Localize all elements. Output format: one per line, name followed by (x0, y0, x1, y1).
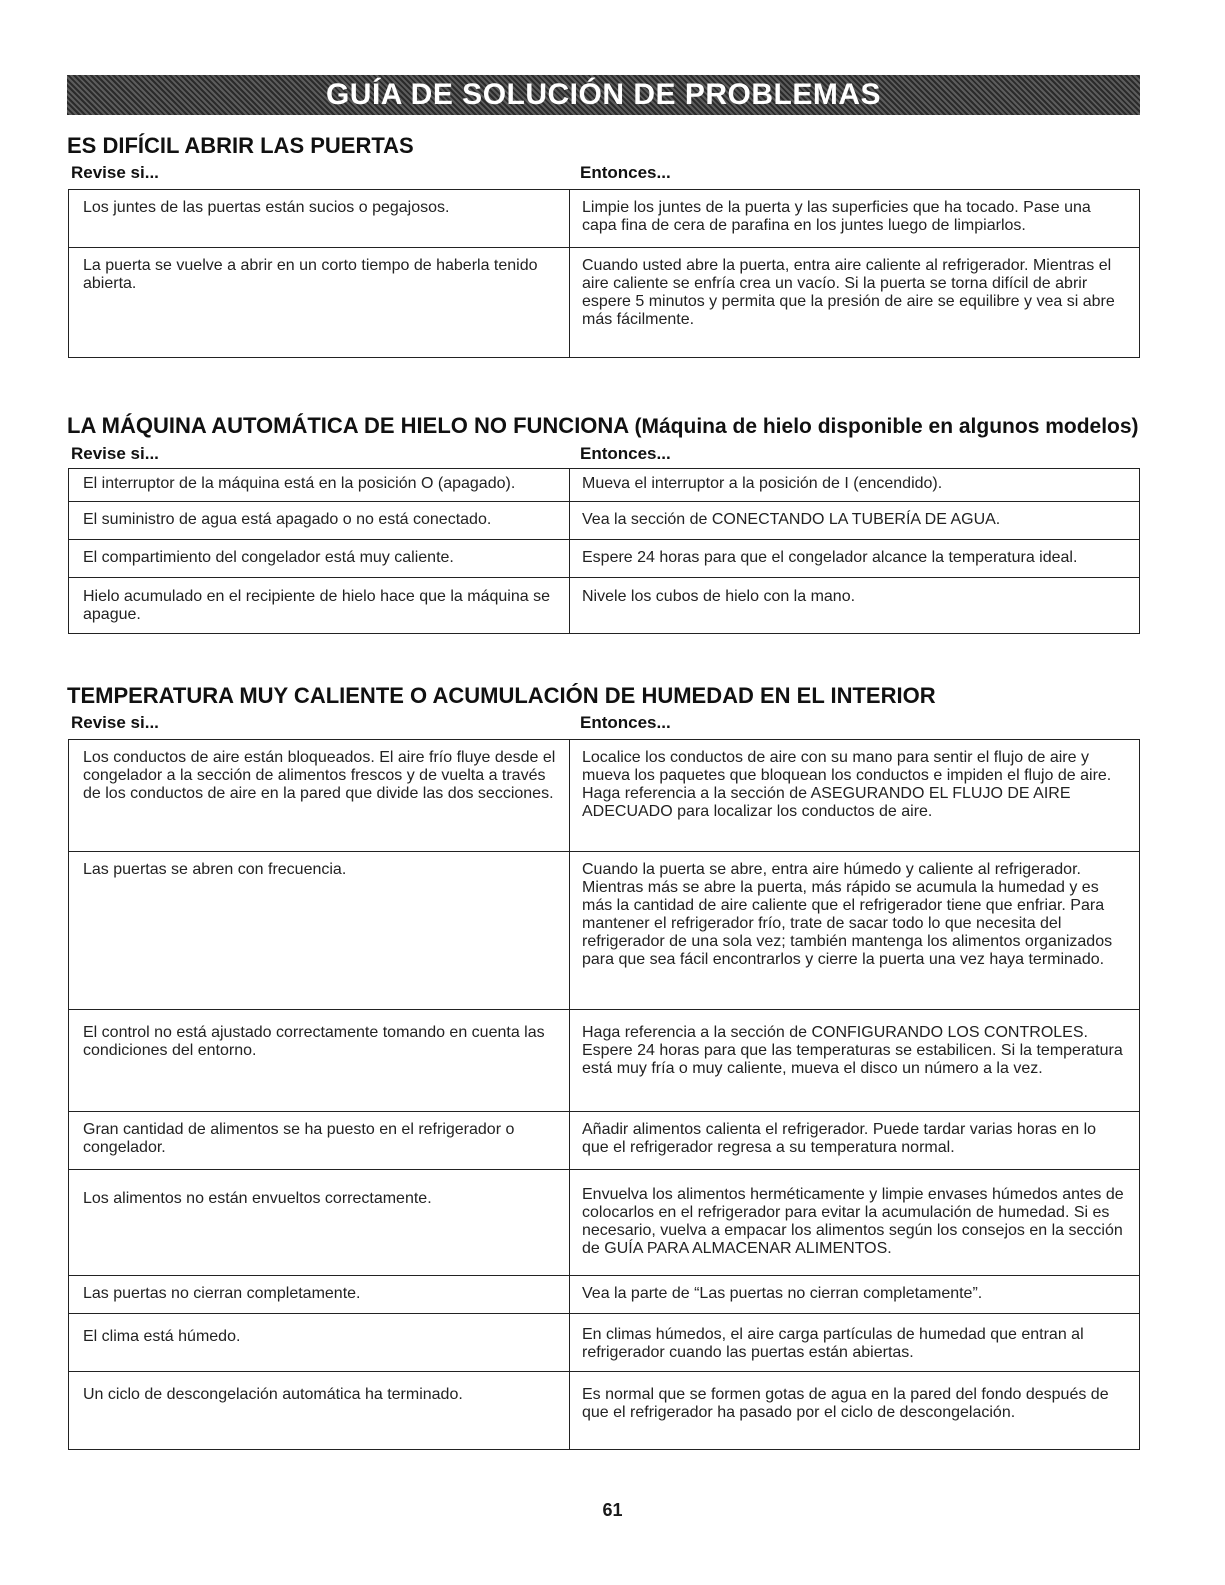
then-cell: Haga referencia a la sección de CONFIGURANDO LOS CONTROLES. Espere 24 horas para que las temperaturas se estabilicen. Si la temperatura está muy fría o muy caliente, mueva el disco un número a la vez. (570, 1010, 1140, 1112)
check-cell: La puerta se vuelve a abrir en un corto tiempo de haberla tenido abierta. (69, 248, 570, 358)
troubleshoot-table (68, 468, 1140, 634)
check-cell: El clima está húmedo. (69, 1314, 570, 1372)
check-cell: Las puertas no cierran completamente. (69, 1276, 570, 1314)
check-cell: El interruptor de la máquina está en la posición O (apagado). (69, 469, 570, 502)
table-row (69, 578, 1140, 634)
column-header-then: Entonces... (580, 444, 671, 463)
table-row (69, 248, 1140, 358)
check-cell: Hielo acumulado en el recipiente de hielo hace que la máquina se apague. (69, 578, 570, 634)
section-subtitle: (Máquina de hielo disponible en algunos modelos) (634, 415, 1139, 438)
then-cell: Cuando usted abre la puerta, entra aire caliente al refrigerador. Mientras el aire caliente se enfría crea un vacío. Si la puerta se torna difícil de abrir espere 5 minutos y permita que la presión de aire se equilibre y vea si abre más fácilmente. (570, 248, 1140, 358)
column-headers (67, 159, 1140, 185)
then-cell: Espere 24 horas para que el congelador alcance la temperatura ideal. (570, 540, 1140, 578)
then-cell: Localice los conductos de aire con su mano para sentir el flujo de aire y mueva los paquetes que bloquean los conductos e impiden el flujo de aire. Haga referencia a la sección de ASEGURANDO EL FLUJO DE AIRE ADECUADO para localizar los conductos de aire. (570, 740, 1140, 852)
troubleshoot-table (68, 739, 1140, 1450)
column-headers (67, 709, 1140, 735)
table-row (69, 1112, 1140, 1170)
check-cell: Las puertas se abren con frecuencia. (69, 852, 570, 1010)
table-row (69, 1372, 1140, 1450)
table-row (69, 469, 1140, 502)
table-row (69, 1170, 1140, 1276)
section-doors-hard-to-open (67, 133, 1140, 358)
table-row (69, 1314, 1140, 1372)
check-cell: Los alimentos no están envueltos correctamente. (69, 1170, 570, 1276)
then-cell: Cuando la puerta se abre, entra aire húmedo y caliente al refrigerador. Mientras más se abre la puerta, más rápido se acumula la humedad y es más la cantidad de aire caliente que el refrigerador tiene que enfriar. Para mantener el refrigerador frío, trate de sacar todo lo que necesita del refrigerador de una sola vez; también mantenga los alimentos organizados para que sea fácil encontrarlos y cierre la puerta una vez haya terminado. (570, 852, 1140, 1010)
page-banner (67, 75, 1140, 115)
table-row (69, 1276, 1140, 1314)
column-header-check: Revise si... (71, 713, 159, 732)
page-number: 61 (602, 1500, 623, 1520)
table-row (69, 852, 1140, 1010)
check-cell: Un ciclo de descongelación automática ha terminado. (69, 1372, 570, 1450)
then-cell: Es normal que se formen gotas de agua en la pared del fondo después de que el refrigerador ha pasado por el ciclo de descongelación. (570, 1372, 1140, 1450)
then-cell: Vea la parte de “Las puertas no cierran completamente”. (570, 1276, 1140, 1314)
table-row (69, 540, 1140, 578)
then-cell: Añadir alimentos calienta el refrigerador. Puede tardar varias horas en lo que el refrigerador regresa a su temperatura normal. (570, 1112, 1140, 1170)
check-cell: Gran cantidad de alimentos se ha puesto en el refrigerador o congelador. (69, 1112, 570, 1170)
column-headers (67, 440, 1140, 466)
check-cell: Los juntes de las puertas están sucios o pegajosos. (69, 190, 570, 248)
check-cell: Los conductos de aire están bloqueados. El aire frío fluye desde el congelador a la sección de alimentos frescos y de vuelta a través de los conductos de aire en la pared que divide las dos secciones. (69, 740, 570, 852)
page-title: GUÍA DE SOLUCIÓN DE PROBLEMAS (325, 78, 882, 111)
check-cell: El compartimiento del congelador está muy caliente. (69, 540, 570, 578)
section-title: TEMPERATURA MUY CALIENTE O ACUMULACIÓN DE HUMEDAD EN EL INTERIOR (67, 683, 936, 708)
check-cell: El control no está ajustado correctamente tomando en cuenta las condiciones del entorno. (69, 1010, 570, 1112)
column-header-check: Revise si... (71, 444, 159, 463)
then-cell: Mueva el interruptor a la posición de I (encendido). (570, 469, 1140, 502)
section-ice-maker (67, 413, 1140, 634)
section-title: LA MÁQUINA AUTOMÁTICA DE HIELO NO FUNCIONA (Máquina de hielo disponible en algunos modelos) (67, 413, 1139, 438)
table-row (69, 740, 1140, 852)
then-cell: Envuelva los alimentos herméticamente y limpie envases húmedos antes de colocarlos en el refrigerador para evitar la acumulación de humedad. Si es necesario, vuelva a empacar los alimentos según los consejos en la sección de GUÍA PARA ALMACENAR ALIMENTOS. (570, 1170, 1140, 1276)
then-cell: En climas húmedos, el aire carga partículas de humedad que entran al refrigerador cuando las puertas están abiertas. (570, 1314, 1140, 1372)
then-cell: Nivele los cubos de hielo con la mano. (570, 578, 1140, 634)
section-temperature-humidity (67, 683, 1140, 1450)
section-title: ES DIFÍCIL ABRIR LAS PUERTAS (67, 133, 414, 158)
column-header-check: Revise si... (71, 163, 159, 182)
column-header-then: Entonces... (580, 163, 671, 182)
table-row (69, 190, 1140, 248)
then-cell: Vea la sección de CONECTANDO LA TUBERÍA DE AGUA. (570, 502, 1140, 540)
check-cell: El suministro de agua está apagado o no está conectado. (69, 502, 570, 540)
table-row (69, 502, 1140, 540)
table-row (69, 1010, 1140, 1112)
then-cell: Limpie los juntes de la puerta y las superficies que ha tocado. Pase una capa fina de cera de parafina en los juntes luego de limpiarlos. (570, 190, 1140, 248)
column-header-then: Entonces... (580, 713, 671, 732)
troubleshoot-table (68, 189, 1140, 358)
